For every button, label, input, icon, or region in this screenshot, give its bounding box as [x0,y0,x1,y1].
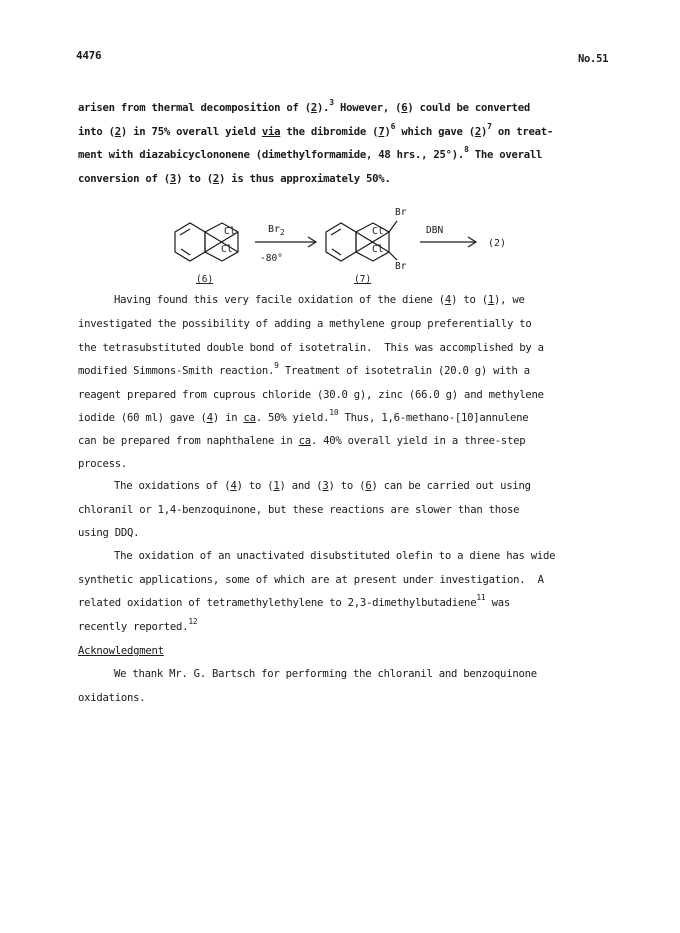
para2-line8: process. [78,458,128,470]
para1-line4: conversion of (3) to (2) is thus approximately 50%. [78,173,391,185]
para1-line1: arisen from thermal decomposition of (2).$^3$ However, (6) could be converted [78,98,530,114]
cl-label-right-bottom: Cl [372,244,384,255]
para3-line2: chloranil or 1,4-benzoquinone, but these reactions are slower than those [78,504,520,516]
reagent-dbn: DBN [426,225,444,236]
para1-line2: into (2) in 75% overall yield via the dibromide $(7)^6$ which gave $(2)^7$ on treat- [78,122,553,138]
para2-line2: investigated the possibility of adding a methylene group preferentially to [78,318,532,330]
para2-line7: can be prepared from naphthalene in ca. 40% overall yield in a three-step [78,435,526,447]
br-label-bottom: Br [395,261,407,272]
journal-issue: No.51 [578,53,609,65]
para2-line4: modified Simmons-Smith reaction.$^9$ Treatment of isotetralin (20.0 g) with a [78,361,530,377]
para3-line1: The oxidations of (4) to (1) and (3) to (6) can be carried out using [114,480,531,492]
para4-line4: recently reported.$^{12}$ [78,617,198,633]
condition-temp: -80° [260,253,283,264]
cl-label-left-bottom: Cl [221,244,233,255]
para2-line6: iodide (60 ml) gave (4) in ca. 50% yield.$^{10}$ Thus, 1,6-methano-[10]annulene [78,408,529,424]
compound-label-7: (7) [354,274,372,285]
br-label-top: Br [395,207,407,218]
para3-line3: using DDQ. [78,527,140,539]
acknowledgment-line1: We thank Mr. G. Bartsch for performing the chloranil and benzoquinone [114,668,537,680]
reagent-br2: $Br_2$ [268,224,285,237]
para2-line1: Having found this very facile oxidation of the diene (4) to (1), we [114,294,525,306]
benzene-ring-left [175,223,205,261]
para2-line3: the tetrasubstituted double bond of isotetralin. This was accomplished by a [78,342,544,354]
para2-line5: reagent prepared from cuprous chloride (30.0 g), zinc (66.0 g) and methylene [78,389,544,401]
para4-line2: synthetic applications, some of which are at present under investigation. A [78,574,544,586]
acknowledgment-heading: Acknowledgment [78,645,164,657]
reaction-scheme [0,190,680,300]
para4-line1: The oxidation of an unactivated disubstituted olefin to a diene has wide [114,550,556,562]
product-label-2: (2) [488,238,507,249]
para1-line3: ment with diazabicyclononene (dimethylformamide, 48 hrs., 25°).$^8$ The overall [78,145,543,161]
compound-label-6: (6) [196,274,214,285]
para4-line3: related oxidation of tetramethylethylene to 2,3-dimethylbutadiene$^{11}$ was [78,593,510,609]
benzene-ring-right [326,223,356,261]
cl-label-right-top: Cl [372,226,384,237]
acknowledgment-line2: oxidations. [78,692,146,704]
cl-label-left-top: Cl [224,226,236,237]
page-number: 4476 [76,49,102,62]
